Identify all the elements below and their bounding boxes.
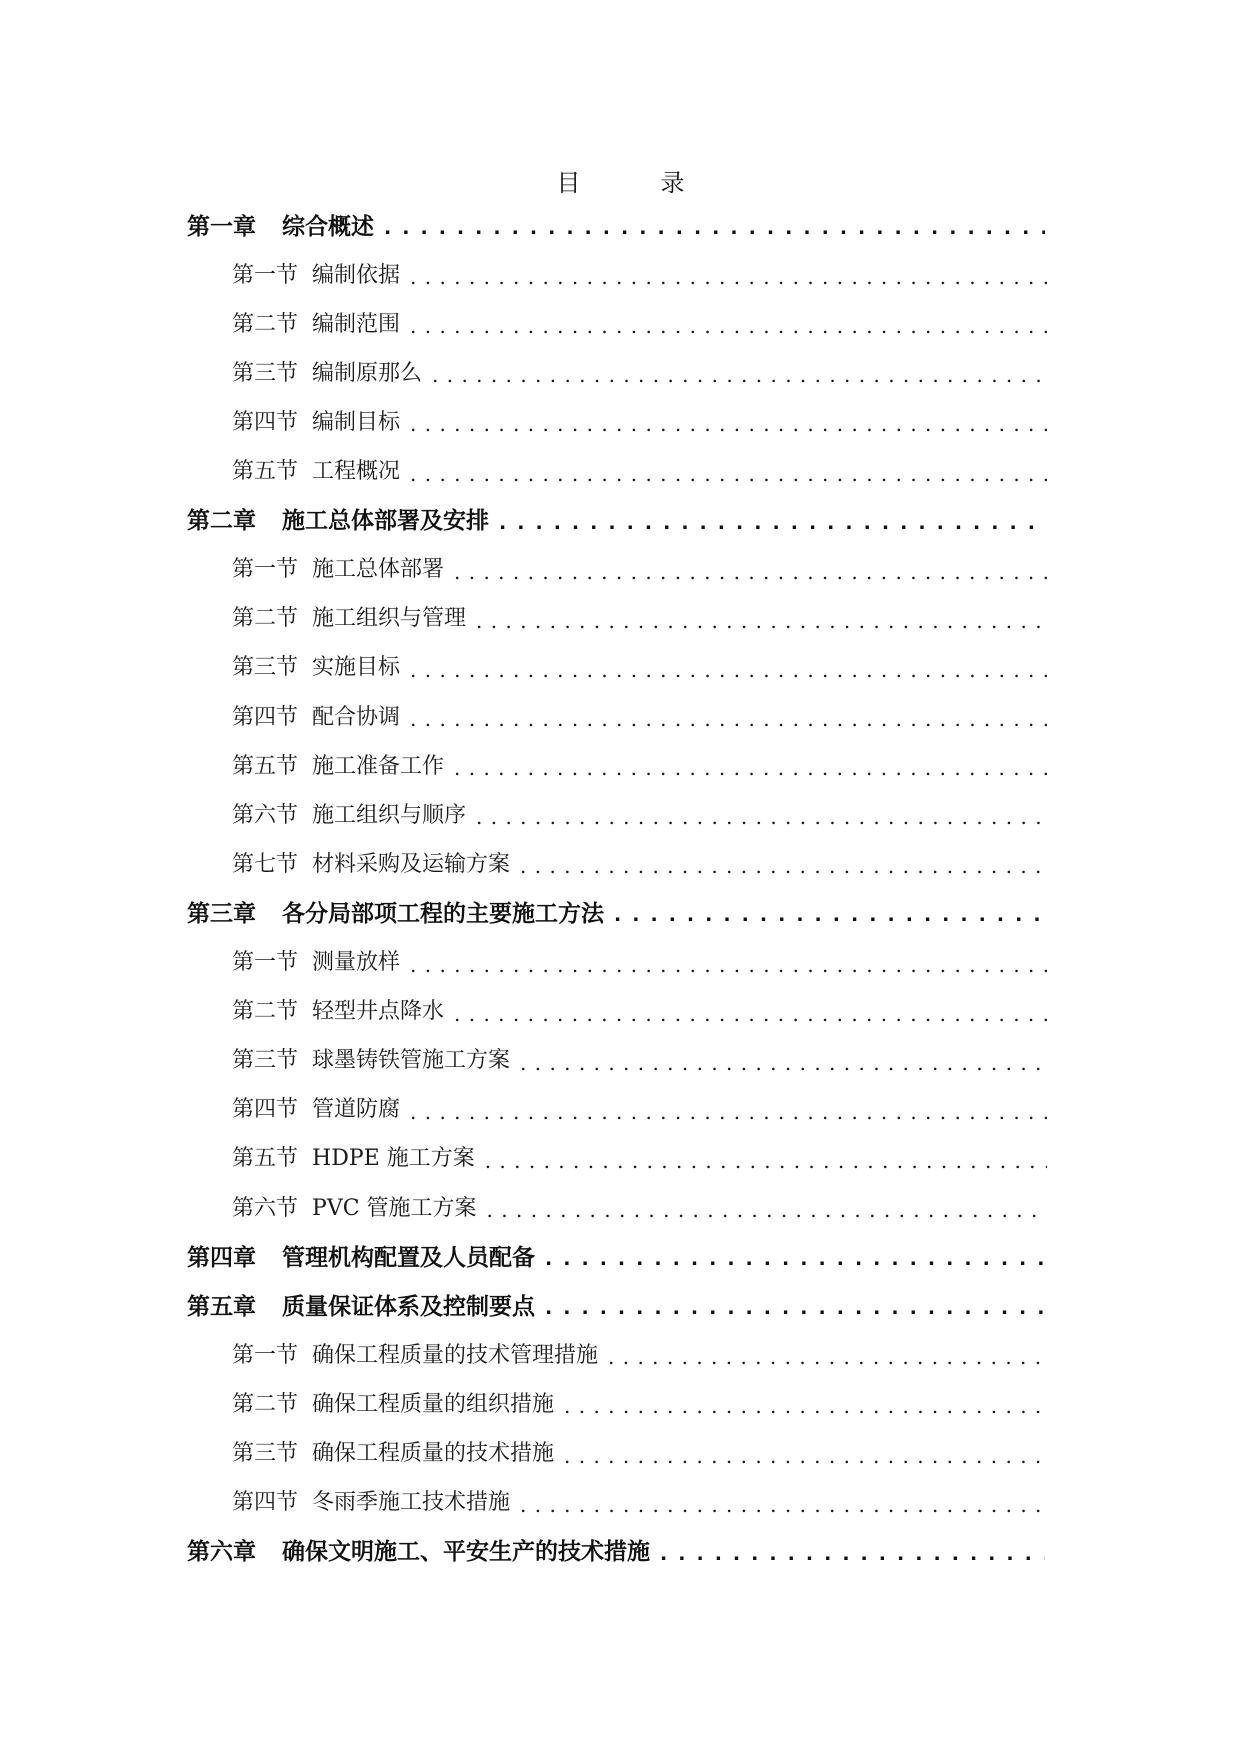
- toc-entry-label: [232, 356, 422, 387]
- section-number: 第四节: [232, 1490, 299, 1516]
- toc-section-entry: [232, 1382, 1047, 1422]
- toc-entry-label: [232, 1436, 554, 1467]
- dot-leader: [410, 953, 1047, 977]
- section-title: 球墨铸铁管施工方案: [312, 1048, 511, 1074]
- toc-entry-label: [187, 1533, 650, 1566]
- toc-section-entry: [232, 548, 1047, 588]
- dot-leader: [410, 1100, 1047, 1124]
- section-title: 施工组织与顺序: [312, 802, 467, 828]
- dot-leader: [476, 805, 1047, 829]
- toc-section-entry: [232, 1333, 1047, 1373]
- section-number: 第一节: [232, 262, 299, 288]
- toc-entry-label: [232, 700, 400, 731]
- dot-leader: [564, 1394, 1047, 1418]
- section-number: 第五节: [232, 753, 299, 779]
- toc-chapter-entry: [187, 891, 1045, 931]
- dot-leader: [454, 756, 1047, 780]
- toc-entry-label: [232, 994, 444, 1025]
- toc-title: 目 录: [556, 169, 713, 197]
- toc-chapter-entry: [187, 204, 1045, 244]
- toc-entry-label: [232, 1191, 477, 1222]
- section-title: 管道防腐: [312, 1097, 401, 1123]
- section-number: 第四节: [232, 409, 299, 435]
- dot-leader: [499, 511, 1045, 535]
- toc-section-entry: [232, 253, 1047, 293]
- dot-leader: [660, 1542, 1045, 1566]
- chapter-title: 确保文明施工、平安生产的技术措施: [282, 1539, 650, 1566]
- section-title: 编制目标: [312, 409, 401, 435]
- dot-leader: [545, 1247, 1045, 1271]
- toc-entry-label: [187, 208, 374, 241]
- toc-entry-label: [232, 945, 400, 976]
- toc-chapter-entry: [187, 1284, 1045, 1324]
- section-title: 轻型井点降水: [312, 999, 445, 1025]
- toc-entry-label: [232, 258, 400, 289]
- toc-entry-label: [232, 749, 444, 780]
- toc-entry-label: [232, 1092, 400, 1123]
- section-number: 第二节: [232, 311, 299, 337]
- section-title: 确保工程质量的技术管理措施: [312, 1342, 599, 1368]
- toc-section-entry: [232, 1432, 1047, 1472]
- chapter-title: 各分局部项工程的主要施工方法: [282, 900, 604, 927]
- section-title: 实施目标: [312, 655, 401, 681]
- chapter-title: 质量保证体系及控制要点: [282, 1293, 535, 1320]
- toc-section-entry: [232, 351, 1047, 391]
- toc-chapter-entry: [187, 1235, 1045, 1275]
- section-number: 第二节: [232, 1391, 299, 1417]
- toc-section-entry: [232, 450, 1047, 490]
- dot-leader: [485, 1149, 1047, 1173]
- section-number: 第二节: [232, 606, 299, 632]
- chapter-number: 第三章: [187, 900, 256, 927]
- section-title: 施工总体部署: [312, 557, 445, 583]
- section-title: 工程概况: [312, 459, 401, 484]
- toc-entry-label: [232, 1387, 554, 1418]
- toc-section-entry: [232, 1481, 1047, 1521]
- section-number: 第三节: [232, 1048, 299, 1074]
- chapter-title: 综合概述: [282, 213, 374, 240]
- section-number: 第一节: [232, 950, 299, 975]
- dot-leader: [564, 1444, 1047, 1468]
- chapter-title: 管理机构配置及人员配备: [282, 1244, 535, 1271]
- toc-chapter-entry: [187, 1530, 1045, 1570]
- chapter-number: 第四章: [187, 1244, 256, 1271]
- dot-leader: [487, 1198, 1047, 1222]
- toc-entry-label: [232, 1141, 475, 1172]
- toc-entry-label: [187, 1288, 535, 1321]
- section-number: 第六节: [232, 802, 299, 828]
- toc-entry-label: [232, 650, 400, 681]
- toc-entry-label: [187, 502, 489, 535]
- toc-section-entry: [232, 1039, 1047, 1079]
- toc-chapter-entry: [187, 499, 1045, 539]
- toc-entry-label: [232, 454, 400, 485]
- section-number: 第三节: [232, 1441, 299, 1466]
- toc-section-entry: [232, 744, 1047, 784]
- toc-entry-label: [232, 798, 466, 829]
- section-number: 第一节: [232, 557, 299, 583]
- toc-section-entry: [232, 1137, 1047, 1177]
- toc-section-entry: [232, 1088, 1047, 1128]
- section-number: 第五节: [232, 1146, 299, 1172]
- toc-entry-label: [232, 552, 444, 583]
- chapter-number: 第一章: [187, 213, 256, 240]
- section-title: 编制原那么: [312, 360, 423, 386]
- toc-section-entry: [232, 695, 1047, 735]
- section-title: HDPE 施工方案: [312, 1146, 475, 1172]
- dot-leader: [410, 412, 1047, 436]
- section-title: PVC 管施工方案: [312, 1195, 477, 1221]
- dot-leader: [608, 1345, 1047, 1369]
- section-title: 材料采购及运输方案: [312, 851, 511, 877]
- toc-section-entry: [232, 842, 1047, 882]
- dot-leader: [432, 363, 1047, 387]
- toc-section-entry: [232, 597, 1047, 637]
- toc-entry-label: [232, 307, 400, 338]
- section-number: 第四节: [232, 1097, 299, 1123]
- section-number: 第三节: [232, 360, 299, 386]
- dot-leader: [410, 462, 1047, 486]
- toc-section-entry: [232, 302, 1047, 342]
- dot-leader: [614, 903, 1045, 927]
- section-title: 测量放样: [312, 950, 401, 975]
- toc-section-entry: [232, 941, 1047, 981]
- dot-leader: [454, 1002, 1047, 1026]
- toc-section-entry: [232, 990, 1047, 1030]
- toc-section-entry: [232, 400, 1047, 440]
- dot-leader: [410, 707, 1047, 731]
- section-title: 配合协调: [312, 704, 401, 730]
- chapter-title: 施工总体部署及安排: [282, 508, 489, 535]
- section-title: 编制依据: [312, 262, 401, 288]
- section-title: 冬雨季施工技术措施: [312, 1490, 511, 1516]
- dot-leader: [545, 1296, 1045, 1320]
- section-number: 第二节: [232, 999, 299, 1025]
- toc-entry-label: [232, 405, 400, 436]
- chapter-number: 第二章: [187, 508, 256, 535]
- section-title: 施工准备工作: [312, 753, 445, 779]
- dot-leader: [410, 265, 1047, 289]
- dot-leader: [476, 609, 1047, 633]
- section-number: 第五节: [232, 459, 299, 484]
- section-number: 第七节: [232, 851, 299, 877]
- toc-entry-label: [187, 895, 604, 928]
- toc-entry-label: [232, 847, 510, 878]
- dot-leader: [410, 658, 1047, 682]
- section-number: 第一节: [232, 1342, 299, 1368]
- section-number: 第六节: [232, 1195, 299, 1221]
- chapter-number: 第六章: [187, 1539, 256, 1566]
- chapter-number: 第五章: [187, 1293, 256, 1320]
- toc-entry-label: [232, 601, 466, 632]
- dot-leader: [454, 560, 1047, 584]
- toc-section-entry: [232, 1186, 1047, 1226]
- toc-entry-label: [232, 1043, 510, 1074]
- toc-entry-label: [232, 1485, 510, 1516]
- section-number: 第三节: [232, 655, 299, 681]
- section-title: 编制范围: [312, 311, 401, 337]
- dot-leader: [520, 1051, 1047, 1075]
- section-title: 施工组织与管理: [312, 606, 467, 632]
- dot-leader: [410, 314, 1047, 338]
- dot-leader: [520, 1493, 1047, 1517]
- toc-entry-label: [232, 1338, 598, 1369]
- dot-leader: [384, 216, 1045, 240]
- toc-entry-label: [187, 1239, 535, 1272]
- section-number: 第四节: [232, 704, 299, 730]
- toc-section-entry: [232, 646, 1047, 686]
- dot-leader: [520, 854, 1047, 878]
- toc-section-entry: [232, 793, 1047, 833]
- section-title: 确保工程质量的组织措施: [312, 1391, 555, 1417]
- section-title: 确保工程质量的技术措施: [312, 1441, 555, 1466]
